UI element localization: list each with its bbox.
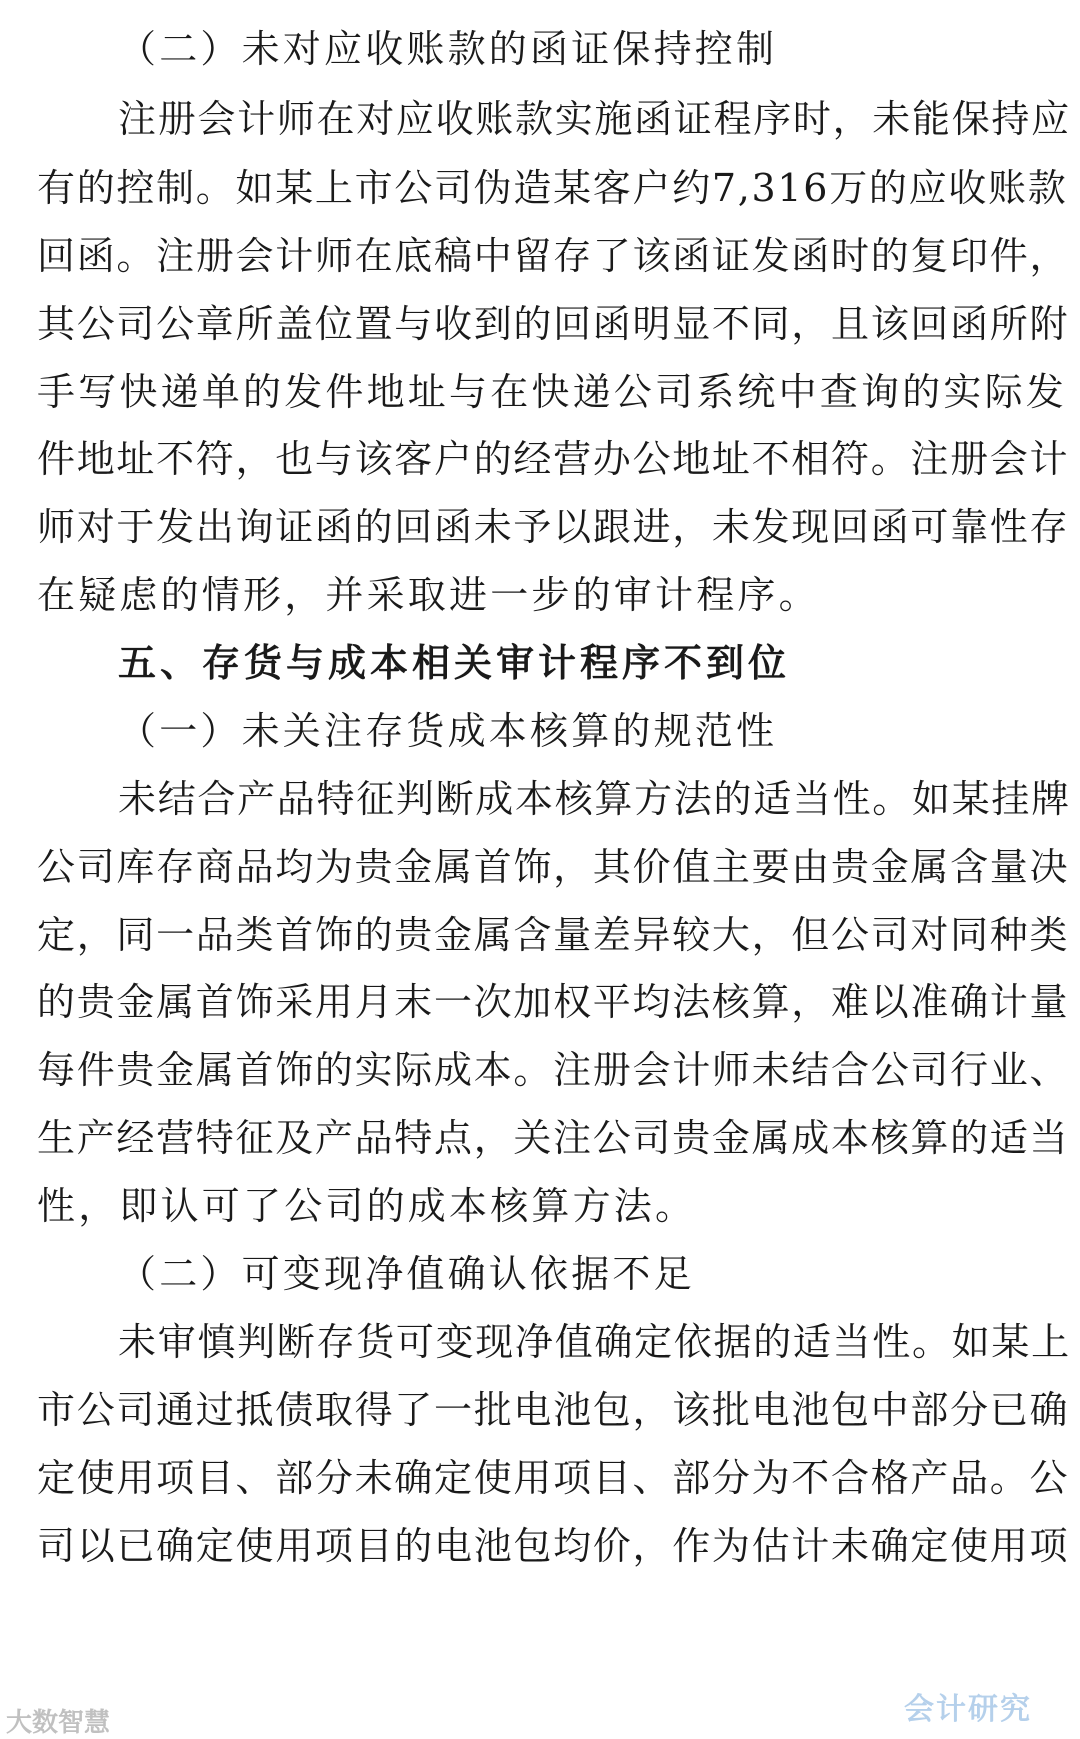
paragraph-line: 市公司通过抵债取得了一批电池包，该批电池包中部分已确 bbox=[37, 1388, 1070, 1432]
paragraph-line: 注册会计师在对应收账款实施函证程序时，未能保持应 bbox=[118, 97, 1071, 141]
subheading-2-2: （二）未对应收账款的函证保持控制 bbox=[118, 27, 778, 71]
watermark-right: 会计研究 bbox=[904, 1692, 1032, 1727]
subheading-5-2: （二）可变现净值确认依据不足 bbox=[118, 1252, 695, 1296]
paragraph-line: 在疑虑的情形，并采取进一步的审计程序。 bbox=[37, 573, 820, 617]
paragraph-line: 定使用项目、部分未确定使用项目、部分为不合格产品。公 bbox=[37, 1456, 1070, 1500]
paragraph-line: 性，即认可了公司的成本核算方法。 bbox=[37, 1184, 697, 1228]
paragraph-line: 有的控制。如某上市公司伪造某客户约7,316万的应收账款 bbox=[37, 166, 1068, 210]
paragraph-line: 的贵金属首饰采用月末一次加权平均法核算，难以准确计量 bbox=[37, 980, 1070, 1024]
paragraph-line: 公司库存商品均为贵金属首饰，其价值主要由贵金属含量决 bbox=[37, 845, 1070, 889]
subheading-5-1: （一）未关注存货成本核算的规范性 bbox=[118, 709, 778, 753]
paragraph-line: 师对于发出询证函的回函未予以跟进，未发现回函可靠性存 bbox=[37, 505, 1070, 549]
paragraph-line: 件地址不符，也与该客户的经营办公地址不相符。注册会计 bbox=[37, 437, 1070, 481]
paragraph-line: 定，同一品类首饰的贵金属含量差异较大，但公司对同种类 bbox=[37, 913, 1070, 957]
paragraph-line: 未审慎判断存货可变现净值确定依据的适当性。如某上 bbox=[118, 1320, 1071, 1364]
paragraph-line: 未结合产品特征判断成本核算方法的适当性。如某挂牌 bbox=[118, 777, 1071, 821]
watermark-left: 大数智慧 bbox=[6, 1708, 111, 1738]
paragraph-line: 回函。注册会计师在底稿中留存了该函证发函时的复印件， bbox=[37, 234, 1070, 278]
paragraph-line: 司以已确定使用项目的电池包均价，作为估计未确定使用项 bbox=[37, 1524, 1070, 1568]
paragraph-line: 手写快递单的发件地址与在快递公司系统中查询的实际发 bbox=[37, 370, 1068, 414]
section-heading-5: 五、存货与成本相关审计程序不到位 bbox=[118, 640, 791, 685]
paragraph-line: 生产经营特征及产品特点，关注公司贵金属成本核算的适当 bbox=[37, 1116, 1070, 1160]
paragraph-line: 其公司公章所盖位置与收到的回函明显不同，且该回函所附 bbox=[37, 302, 1070, 346]
paragraph-line: 每件贵金属首饰的实际成本。注册会计师未结合公司行业、 bbox=[37, 1048, 1070, 1092]
